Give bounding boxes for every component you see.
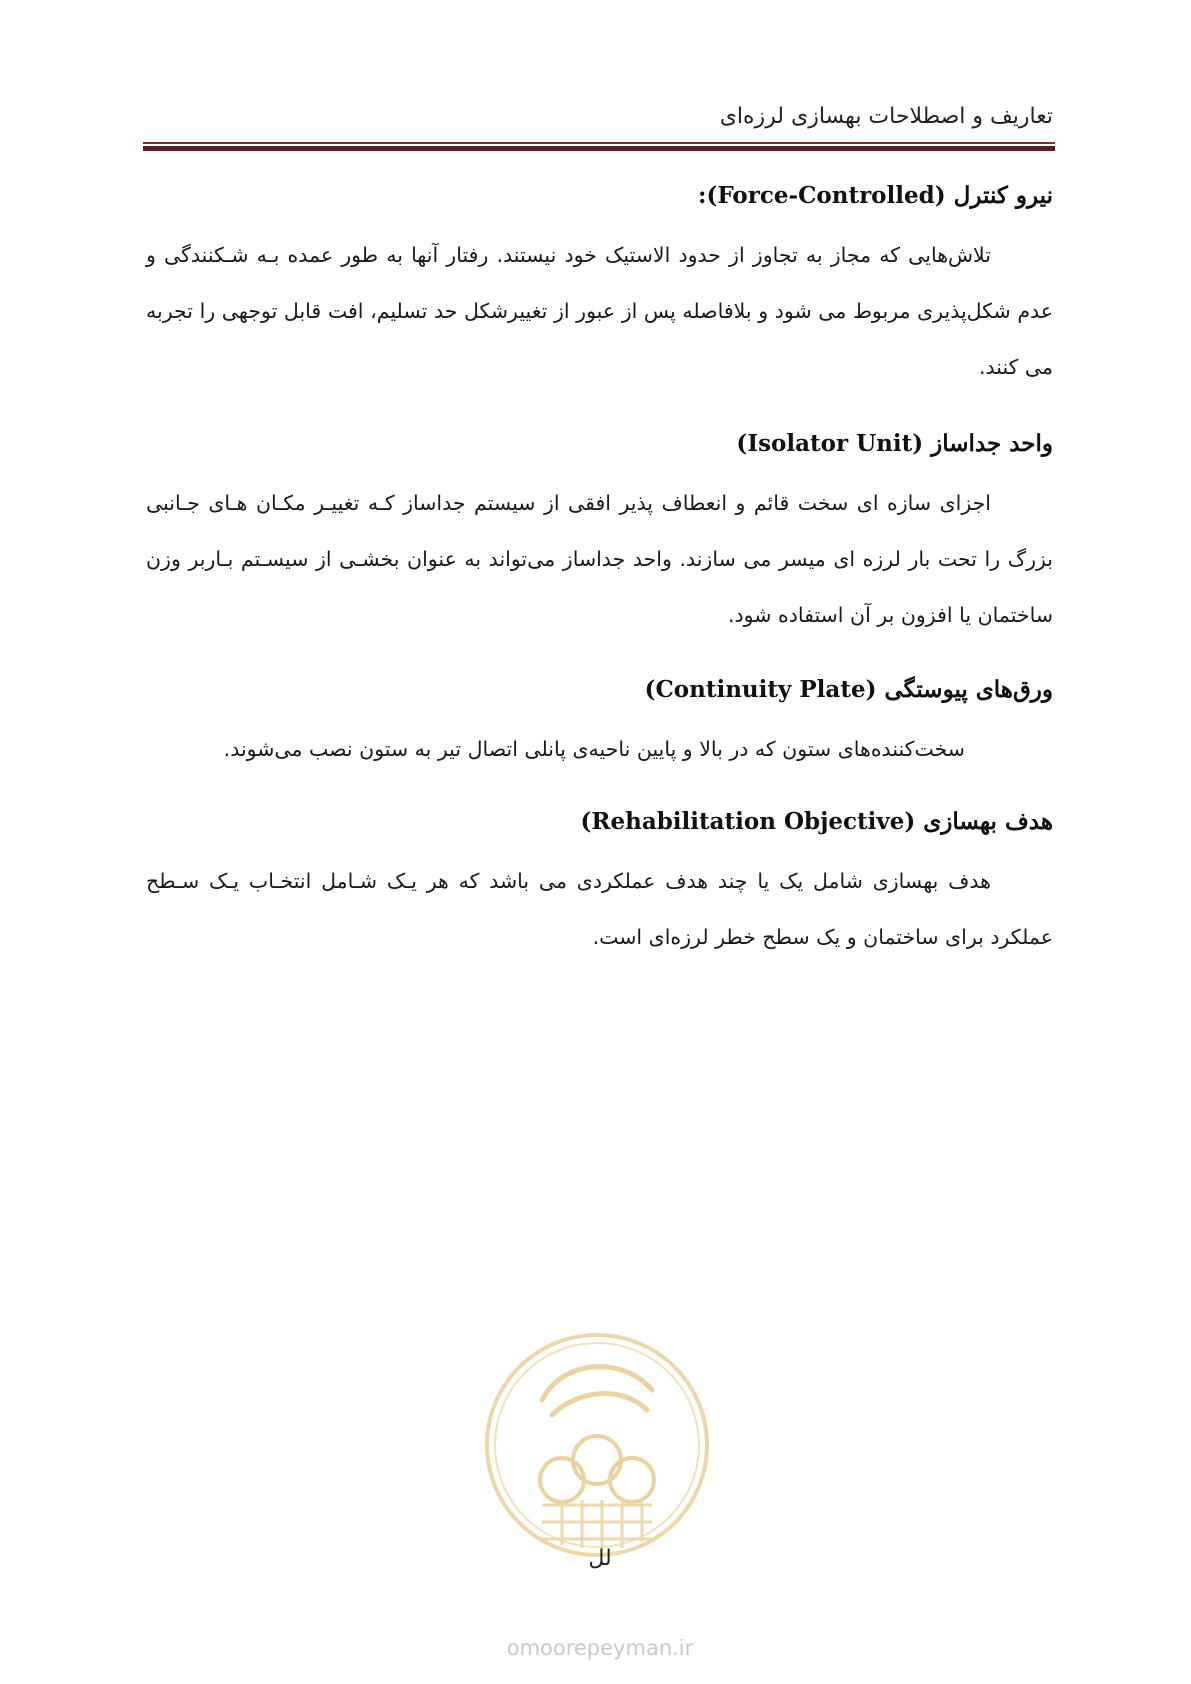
section-continuity-plate: [146, 676, 1053, 777]
section-heading: نیرو کنترل (Force-Controlled):: [697, 182, 1053, 209]
header-rule-thick: [143, 146, 1055, 151]
section-body: اجزای سازه ای سخت قائم و انعطاف پذیر افقی از سیستم جداساز کـه تغییـر مکـان هـای جـانبی بزرگ را تحت بار لرزه ای میسر می سازند. واحد جداساز می‌تواند به عنوان بخشـی از سیسـتم بـاربر وزن ساختمان یا افزون بر آن استفاده شود.: [146, 491, 1053, 627]
page-number: لل: [588, 1546, 612, 1571]
section-heading: واحد جداساز (Isolator Unit): [736, 430, 1053, 457]
header-rule: [143, 142, 1055, 152]
section-body: سخت‌کننده‌های ستون که در بالا و پایین ناحیه‌ی پانلی اتصال تیر به ستون نصب می‌شوند.: [223, 737, 965, 761]
section-body: هدف بهسازی شامل یک یا چند هدف عملکردی می باشد که هر یـک شـامل انتخـاب یـک سـطح عملکرد برای ساختمان و یک سطح خطر لرزه‌ای است.: [146, 869, 1053, 949]
section-rehabilitation-objective: [146, 808, 1053, 965]
watermark-logo: [482, 1330, 712, 1560]
section-body: تلاش‌هایی که مجاز به تجاوز از حدود الاستیک خود نیستند. رفتار آنها به طور عمده بـه شـکنندگی و عدم شکل‌پذیری مربوط می شود و بلافاصله پس از عبور از تغییرشکل حد تسلیم، افت قابل توجهی را تجربه می کنند.: [146, 243, 1053, 379]
running-header: تعاریف و اصطلاحات بهسازی لرزه‌ای: [719, 104, 1053, 129]
header-rule-thin: [143, 142, 1055, 144]
watermark-url: omoorepeyman.ir: [506, 1636, 694, 1660]
section-heading: هدف بهسازی (Rehabilitation Objective): [580, 808, 1053, 835]
section-force-controlled: [146, 182, 1053, 395]
section-isolator-unit: [146, 430, 1053, 643]
section-heading: ورق‌های پیوستگی (Continuity Plate): [644, 676, 1053, 703]
